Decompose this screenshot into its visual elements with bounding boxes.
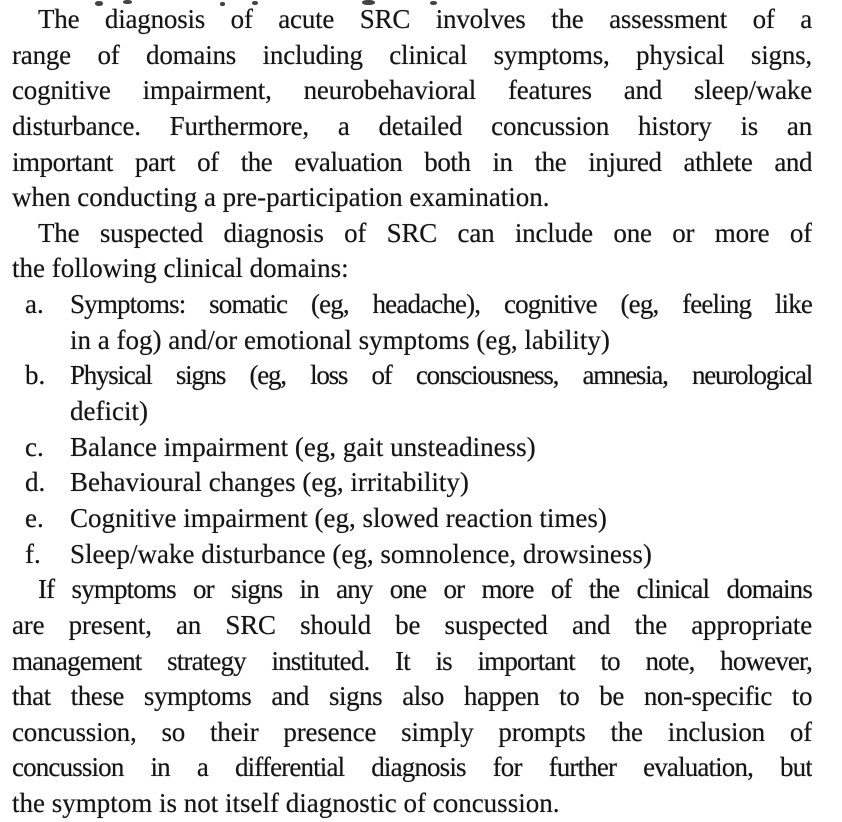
text-line: cognitive impairment, neurobehavioral features and sleep/wake: [12, 75, 812, 106]
list-item-text: Sleep/wake disturbance (eg, somnolence, drowsiness): [70, 538, 652, 569]
list-marker: c.: [25, 431, 44, 462]
list-item-line: [12, 537, 812, 573]
list-marker: d.: [25, 467, 46, 498]
list-item-text: Symptoms: somatic (eg, headache), cognitive (eg, feeling like: [70, 289, 812, 320]
text-line: the following clinical domains:: [12, 253, 349, 284]
text-line: disturbance. Furthermore, a detailed concussion history is an: [12, 110, 812, 141]
list-marker: f.: [25, 538, 41, 569]
text-line: are present, an SRC should be suspected and the appropriate: [12, 609, 812, 640]
list-item-text: Cognitive impairment (eg, slowed reaction times): [70, 502, 607, 533]
text-line: concussion in a differential diagnosis for further evaluation, but: [12, 752, 812, 783]
list-marker: e.: [25, 502, 44, 533]
text-line: the symptom is not itself diagnostic of concussion.: [12, 788, 560, 819]
text-line: that these symptoms and signs also happen to be non-specific to: [12, 681, 812, 712]
list-item-text: Behavioural changes (eg, irritability): [70, 467, 469, 498]
text-line: range of domains including clinical symptoms, physical signs,: [12, 39, 812, 70]
text-line: If symptoms or signs in any one or more of the clinical domains: [38, 574, 812, 605]
list-item-line: [12, 430, 812, 466]
text-line: concussion, so their presence simply prompts the inclusion of: [12, 716, 812, 747]
list-item-line: [12, 501, 812, 537]
text-line: deficit): [70, 396, 148, 427]
list-item-line: [12, 358, 812, 394]
list-item-text: Physical signs (eg, loss of consciousness, amnesia, neurological: [70, 360, 812, 391]
text-line: important part of the evaluation both in the injured athlete and: [12, 146, 812, 177]
list-item-line: [12, 465, 812, 501]
text-line: in a fog) and/or emotional symptoms (eg, lability): [70, 324, 610, 355]
text-line: The suspected diagnosis of SRC can include one or more of: [38, 217, 812, 248]
text-line: The diagnosis of acute SRC involves the assessment of a: [38, 4, 812, 34]
list-item-text: Balance impairment (eg, gait unsteadiness): [70, 431, 536, 462]
list-item-line: [12, 287, 812, 323]
text-line: management strategy instituted. It is important to note, however,: [12, 645, 812, 676]
list-marker: b.: [25, 360, 46, 391]
text-block: [12, 2, 812, 822]
list-marker: a.: [25, 289, 44, 320]
text-line: when conducting a pre-participation examination.: [12, 182, 550, 213]
